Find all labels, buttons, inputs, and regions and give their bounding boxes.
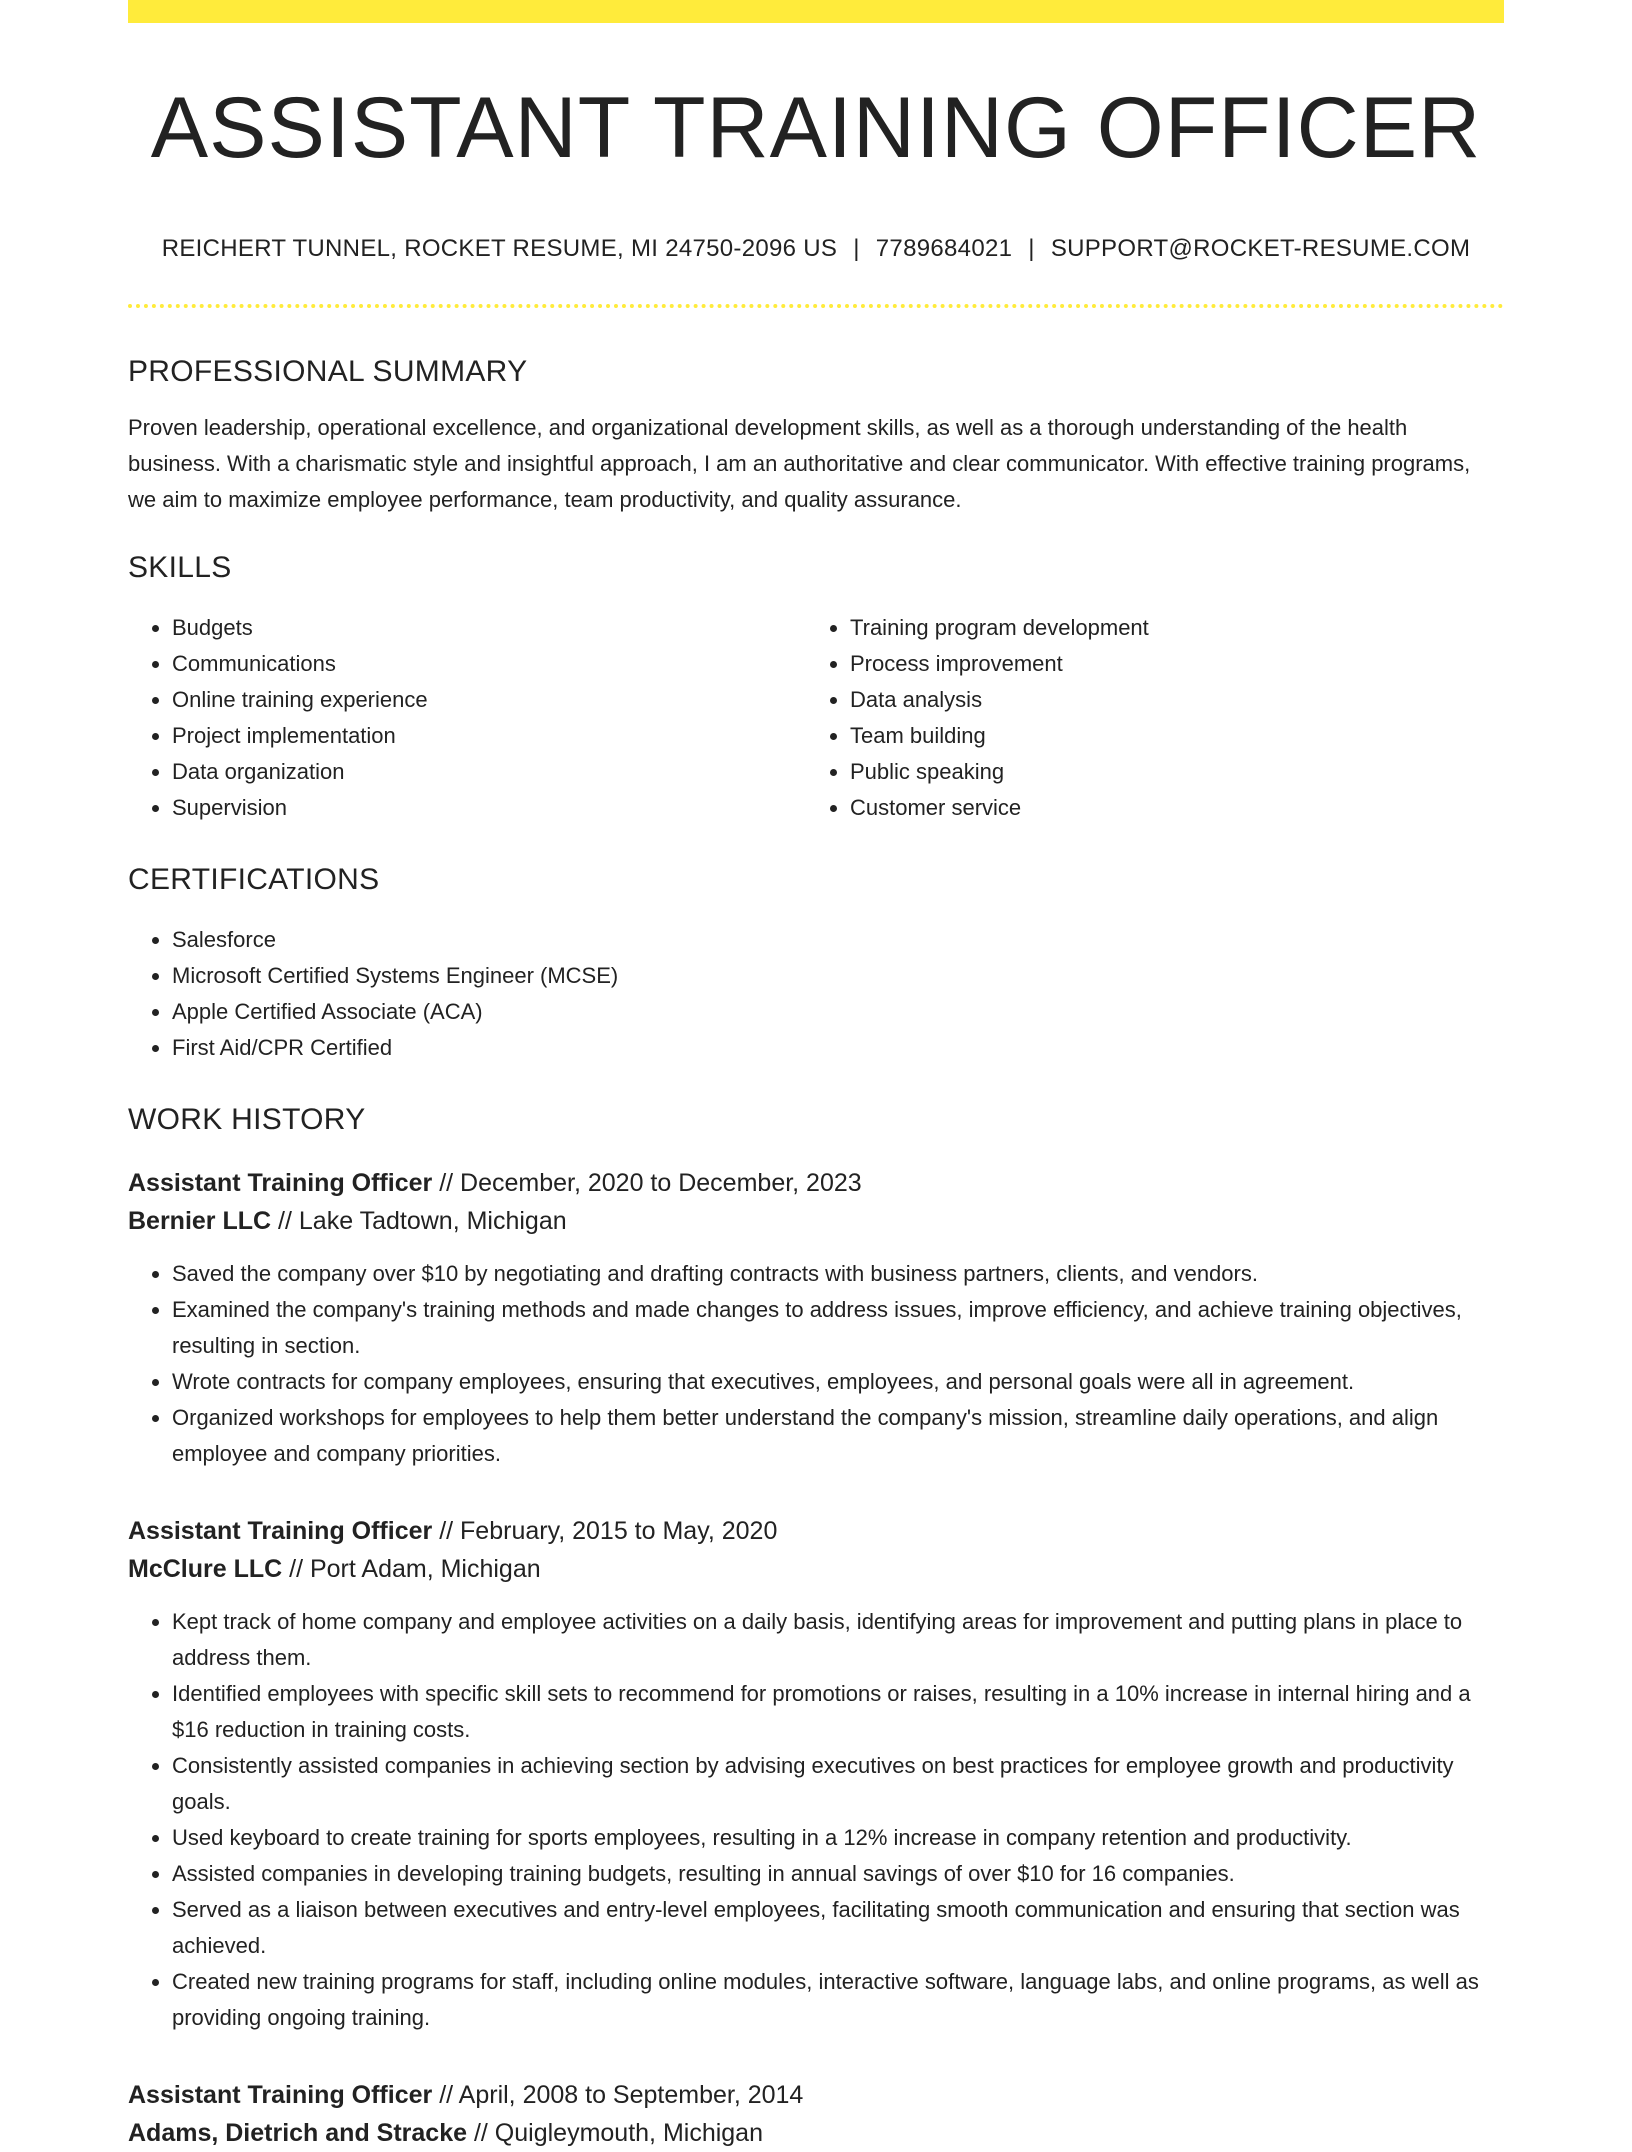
skills-list [128, 610, 1504, 826]
skill-item: • Project implementation [172, 718, 806, 754]
certifications-list [128, 922, 1504, 1066]
job-bullet: • Wrote contracts for company employees, ensuring that executives, employees, and personal goals were all in agreement. [172, 1364, 1504, 1400]
job-bullet: • Examined the company's training methods and made changes to address issues, improve efficiency, and achieve training objectives, resulting in section. [172, 1292, 1504, 1364]
resume-page [128, 0, 1504, 2152]
summary-heading: PROFESSIONAL SUMMARY [128, 355, 528, 389]
job-bullet: • Used keyboard to create training for sports employees, resulting in a 12% increase in company retention and productivity. [172, 1820, 1504, 1856]
skill-item: • Supervision [172, 790, 806, 826]
skill-item: • Data analysis [850, 682, 1484, 718]
job-dates: // February, 2015 to May, 2020 [439, 1517, 778, 1546]
job-company-line [128, 1550, 1504, 1588]
job-bullet: • Organized workshops for employees to help them better understand the company's mission, streamline daily operations, and align employee and company priorities. [172, 1400, 1504, 1472]
job-bullet: • Kept track of home company and employee activities on a daily basis, identifying areas for improvement and putting plans in place to address them. [172, 1604, 1504, 1676]
job-entry [128, 1512, 1504, 2036]
contact-separator: | [853, 235, 860, 263]
job-title-line [128, 1512, 1504, 1550]
certifications-heading: CERTIFICATIONS [128, 863, 380, 897]
job-location: // Lake Tadtown, Michigan [278, 1207, 567, 1236]
summary-text: Proven leadership, operational excellence, and organizational development skills, as well as a thorough understanding of the health business. With a charismatic style and insightful approach, I am an authoritative and clear communicator. With effective training programs, we aim to maximize employee performance, team productivity, and quality assurance. [128, 415, 1471, 513]
dotted-divider [128, 304, 1504, 308]
certification-item: • Salesforce [172, 922, 1504, 958]
job-company-line [128, 2114, 1504, 2152]
skill-item: • Communications [172, 646, 806, 682]
contact-phone: 7789684021 [875, 235, 1013, 263]
skills-heading: SKILLS [128, 551, 232, 585]
contact-separator: | [1028, 235, 1035, 263]
skills-column-right [806, 610, 1484, 826]
job-title-line [128, 1164, 1504, 1202]
contact-email: SUPPORT@ROCKET-RESUME.COM [1050, 235, 1471, 263]
skill-item: • Customer service [850, 790, 1484, 826]
job-bullet: • Served as a liaison between executives and entry-level employees, facilitating smooth communication and ensuring that section was achieved. [172, 1892, 1504, 1964]
skills-column-left [128, 610, 806, 826]
job-bullet: • Created new training programs for staff, including online modules, interactive software, language labs, and online programs, as well as providing ongoing training. [172, 1964, 1504, 2036]
job-bullet: • Assisted companies in developing training budgets, resulting in annual savings of over $10 for 16 companies. [172, 1856, 1504, 1892]
contact-line [128, 235, 1504, 264]
job-entry [128, 2076, 1504, 2152]
job-company: McClure LLC [128, 1555, 283, 1584]
job-location: // Port Adam, Michigan [289, 1555, 541, 1584]
certification-item: • Microsoft Certified Systems Engineer (MCSE) [172, 958, 1504, 994]
certification-item: • First Aid/CPR Certified [172, 1030, 1504, 1066]
resume-title: ASSISTANT TRAINING OFFICER [150, 80, 1482, 176]
skill-item: • Public speaking [850, 754, 1484, 790]
skill-item: • Online training experience [172, 682, 806, 718]
job-company-line [128, 1202, 1504, 1240]
skill-item: • Budgets [172, 610, 806, 646]
job-dates: // April, 2008 to September, 2014 [439, 2081, 804, 2110]
certification-item: • Apple Certified Associate (ACA) [172, 994, 1504, 1030]
job-bullet: • Consistently assisted companies in achieving section by advising executives on best practices for employee growth and productivity goals. [172, 1748, 1504, 1820]
skill-item: • Team building [850, 718, 1484, 754]
job-title-line [128, 2076, 1504, 2114]
job-role: Assistant Training Officer [128, 1169, 433, 1198]
job-entry [128, 1164, 1504, 1472]
job-location: // Quigleymouth, Michigan [473, 2119, 763, 2148]
job-company: Bernier LLC [128, 1207, 272, 1236]
job-bullet: • Identified employees with specific skill sets to recommend for promotions or raises, resulting in a 10% increase in internal hiring and a $16 reduction in training costs. [172, 1676, 1504, 1748]
job-role: Assistant Training Officer [128, 2081, 433, 2110]
job-company: Adams, Dietrich and Stracke [128, 2119, 468, 2148]
job-role: Assistant Training Officer [128, 1517, 433, 1546]
skill-item: • Data organization [172, 754, 806, 790]
skill-item: • Training program development [850, 610, 1484, 646]
top-accent-bar [128, 0, 1504, 23]
job-bullets [128, 1604, 1504, 2036]
job-bullet: • Saved the company over $10 by negotiating and drafting contracts with business partners, clients, and vendors. [172, 1256, 1504, 1292]
job-dates: // December, 2020 to December, 2023 [439, 1169, 862, 1198]
work-history-heading: WORK HISTORY [128, 1103, 366, 1137]
job-bullets [128, 1256, 1504, 1472]
contact-address: REICHERT TUNNEL, ROCKET RESUME, MI 24750-2096 US [161, 235, 838, 263]
skill-item: • Process improvement [850, 646, 1484, 682]
